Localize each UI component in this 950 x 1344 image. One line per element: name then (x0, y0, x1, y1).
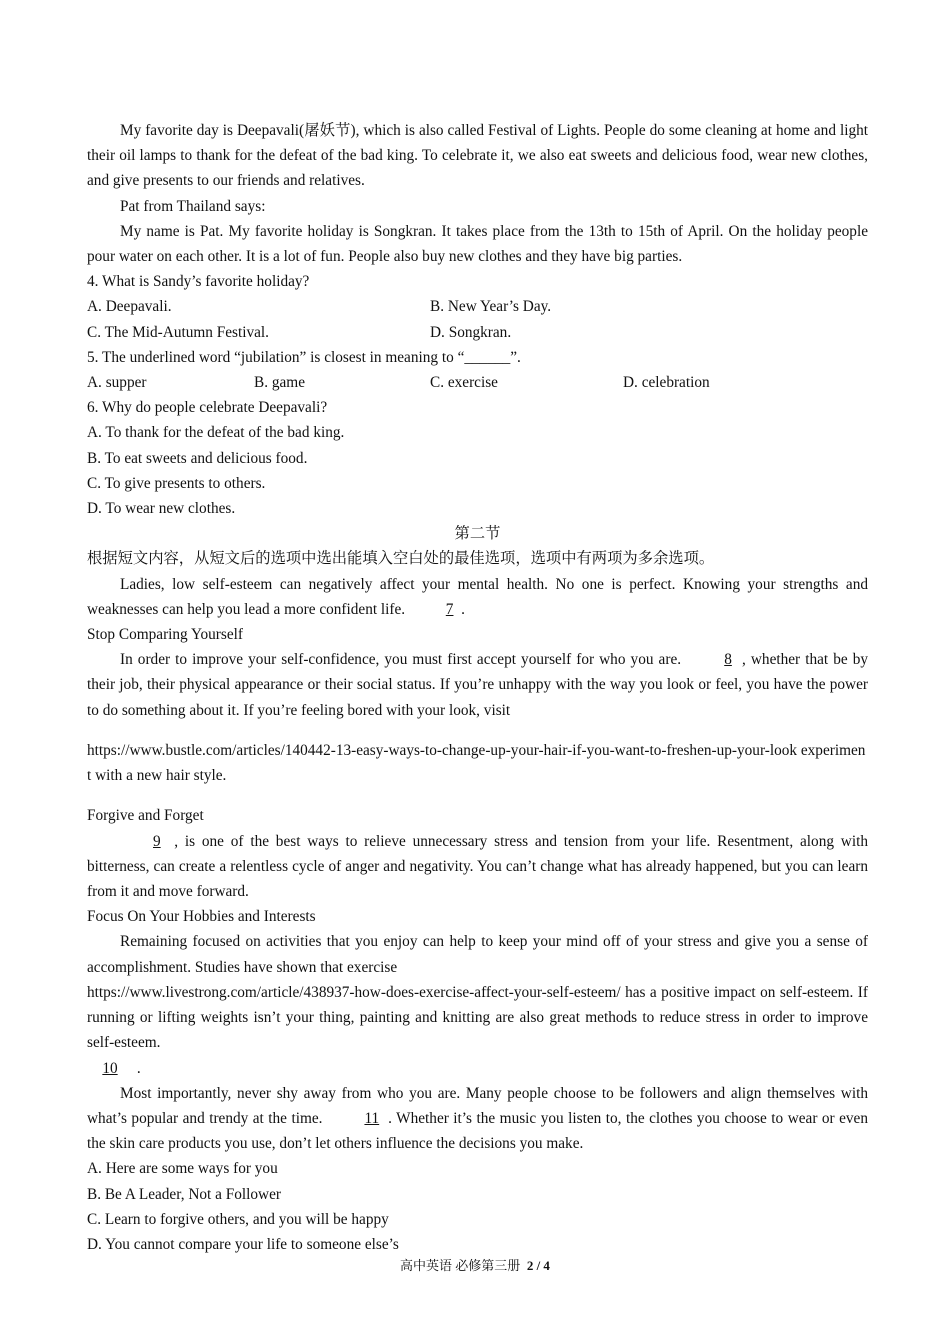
paragraph-hobbies-b (87, 980, 868, 1056)
blank-8: 8 (724, 651, 732, 669)
section2-title: 第二节 (454, 525, 501, 543)
paragraph-stop-comparing (87, 647, 868, 723)
question4-option-b: B. New Year’s Day. (430, 298, 552, 316)
blank-9: 9 (153, 832, 161, 850)
question4-option-c: C. The Mid-Autumn Festival. (87, 323, 270, 341)
question5-options (87, 370, 868, 395)
blank-10-line: 10 . (87, 1056, 868, 1081)
option-d: D. You cannot compare your life to someone else’s (87, 1235, 399, 1253)
question5-option-d: D. celebration (623, 374, 710, 392)
paragraph-stop-comparing-text-a: In order to improve your self-confidence, you must first accept yourself for who you are. (120, 651, 682, 669)
question6-stem: 6. Why do people celebrate Deepavali? (87, 399, 328, 417)
passage2-intro-text: Ladies, low self-esteem can negatively affect your mental health. No one is perfect. Knowing your strengths and weaknesses can help you lead a more confident life. (87, 575, 868, 618)
question4-option-d: D. Songkran. (430, 323, 512, 341)
option-b: B. Be A Leader, Not a Follower (87, 1185, 281, 1203)
question4-option-a: A. Deepavali. (87, 298, 172, 316)
blank-10: 10 (102, 1059, 118, 1077)
question6-option-b: B. To eat sweets and delicious food. (87, 449, 308, 467)
blank-11: 11 (364, 1109, 380, 1127)
paragraph-hobbies-a: Remaining focused on activities that you enjoy can help to keep your mind off of your stress and give you a sense of accomplishment. Studies have shown that exercise (87, 933, 868, 976)
passage1-paragraph2: Pat from Thailand says: (120, 197, 266, 215)
question4-options-row1 (87, 294, 868, 319)
section2-instruction: 根据短文内容，从短文后的选项中选出能填入空白处的最佳选项，选项中有两项为多余选项。 (87, 550, 715, 568)
passage1-paragraph1: My favorite day is Deepavali(屠妖节), which is also called Festival of Lights. People do some cleaning at home and light their oil lamps to thank for the defeat of the bad king. To celebrate it, we also eat sweets and delicious food, wear new clothes, and give presents to our friends and relatives. (87, 122, 868, 190)
page-footer (0, 1257, 950, 1275)
paragraph-last-text-a: Most importantly, never shy away from who you are. Many people choose to be followers and align themselves with what’s popular and trendy at the time. (87, 1084, 868, 1127)
passage2-intro: Ladies, low self-esteem can negatively affect your mental health. No one is perfect. Knowing your strengths and weaknesses can help you lead a more confident life. 7 . (87, 572, 868, 622)
paragraph-forgive-forget (87, 829, 868, 905)
question4-options-row2 (87, 320, 868, 345)
option-c: C. Learn to forgive others, and you will be happy (87, 1210, 389, 1228)
question4-stem: 4. What is Sandy’s favorite holiday? (87, 273, 310, 291)
paragraph-last-text-b: . Whether it’s the music you listen to, the clothes you choose to wear or even the skin care products you use, don’t let others influence the decisions you make. (87, 1109, 868, 1153)
page-content (87, 118, 868, 1257)
hair-style-link-after: experiment with a new hair style. (87, 742, 866, 785)
blank-7: 7 (445, 600, 454, 618)
heading-forgive-forget: Forgive and Forget (87, 807, 204, 825)
hair-style-link-line (87, 738, 868, 788)
option-a: A. Here are some ways for you (87, 1160, 278, 1178)
paragraph-hobbies-text-b: has a positive impact on self-esteem. If running or lifting weights isn’t your thing, painting and knitting are also great methods to reduce stress in order to improve self-esteem. (87, 983, 868, 1052)
question6-option-a: A. To thank for the defeat of the bad king. (87, 424, 345, 442)
question6-option-d: D. To wear new clothes. (87, 500, 236, 518)
exercise-link[interactable]: https://www.livestrong.com/article/438937-how-does-exercise-affect-your-self-esteem/ (87, 983, 621, 1001)
question6-option-c: C. To give presents to others. (87, 474, 266, 492)
hair-style-link[interactable]: https://www.bustle.com/articles/140442-13-easy-ways-to-change-up-your-hair-if-you-want-to-freshen-up-your-look (87, 742, 798, 760)
passage1-paragraph3: My name is Pat. My favorite holiday is Songkran. It takes place from the 13th to 15th of April. On the holiday people pour water on each other. It is a lot of fun. People also buy new clothes and they have big parties. (87, 222, 868, 266)
page-number: 2 / 4 (526, 1258, 550, 1273)
footer-text: 高中英语 必修第三册 (400, 1258, 521, 1273)
paragraph-stop-comparing-text-b: , whether that be by their job, their physical appearance or their social status. If you’re unhappy with the way you look or feel, you have the power to do something about it. If you’re feeling bored with your look, visit (87, 651, 869, 719)
paragraph-last (87, 1081, 868, 1157)
question5-option-b: B. game (254, 374, 305, 392)
paragraph-forgive-forget-text: , is one of the best ways to relieve unnecessary stress and tension from your life. Resentment, along with bitterness, can create a relentless cycle of anger and negativity. You can’t change what has already happened, but you can learn from it and move forward. (87, 832, 868, 901)
question5-option-c: C. exercise (430, 374, 498, 392)
heading-hobbies: Focus On Your Hobbies and Interests (87, 908, 316, 926)
question5-stem: 5. The underlined word “jubilation” is closest in meaning to “______”. (87, 348, 521, 366)
question5-option-a: A. supper (87, 374, 147, 392)
heading-stop-comparing: Stop Comparing Yourself (87, 626, 243, 644)
